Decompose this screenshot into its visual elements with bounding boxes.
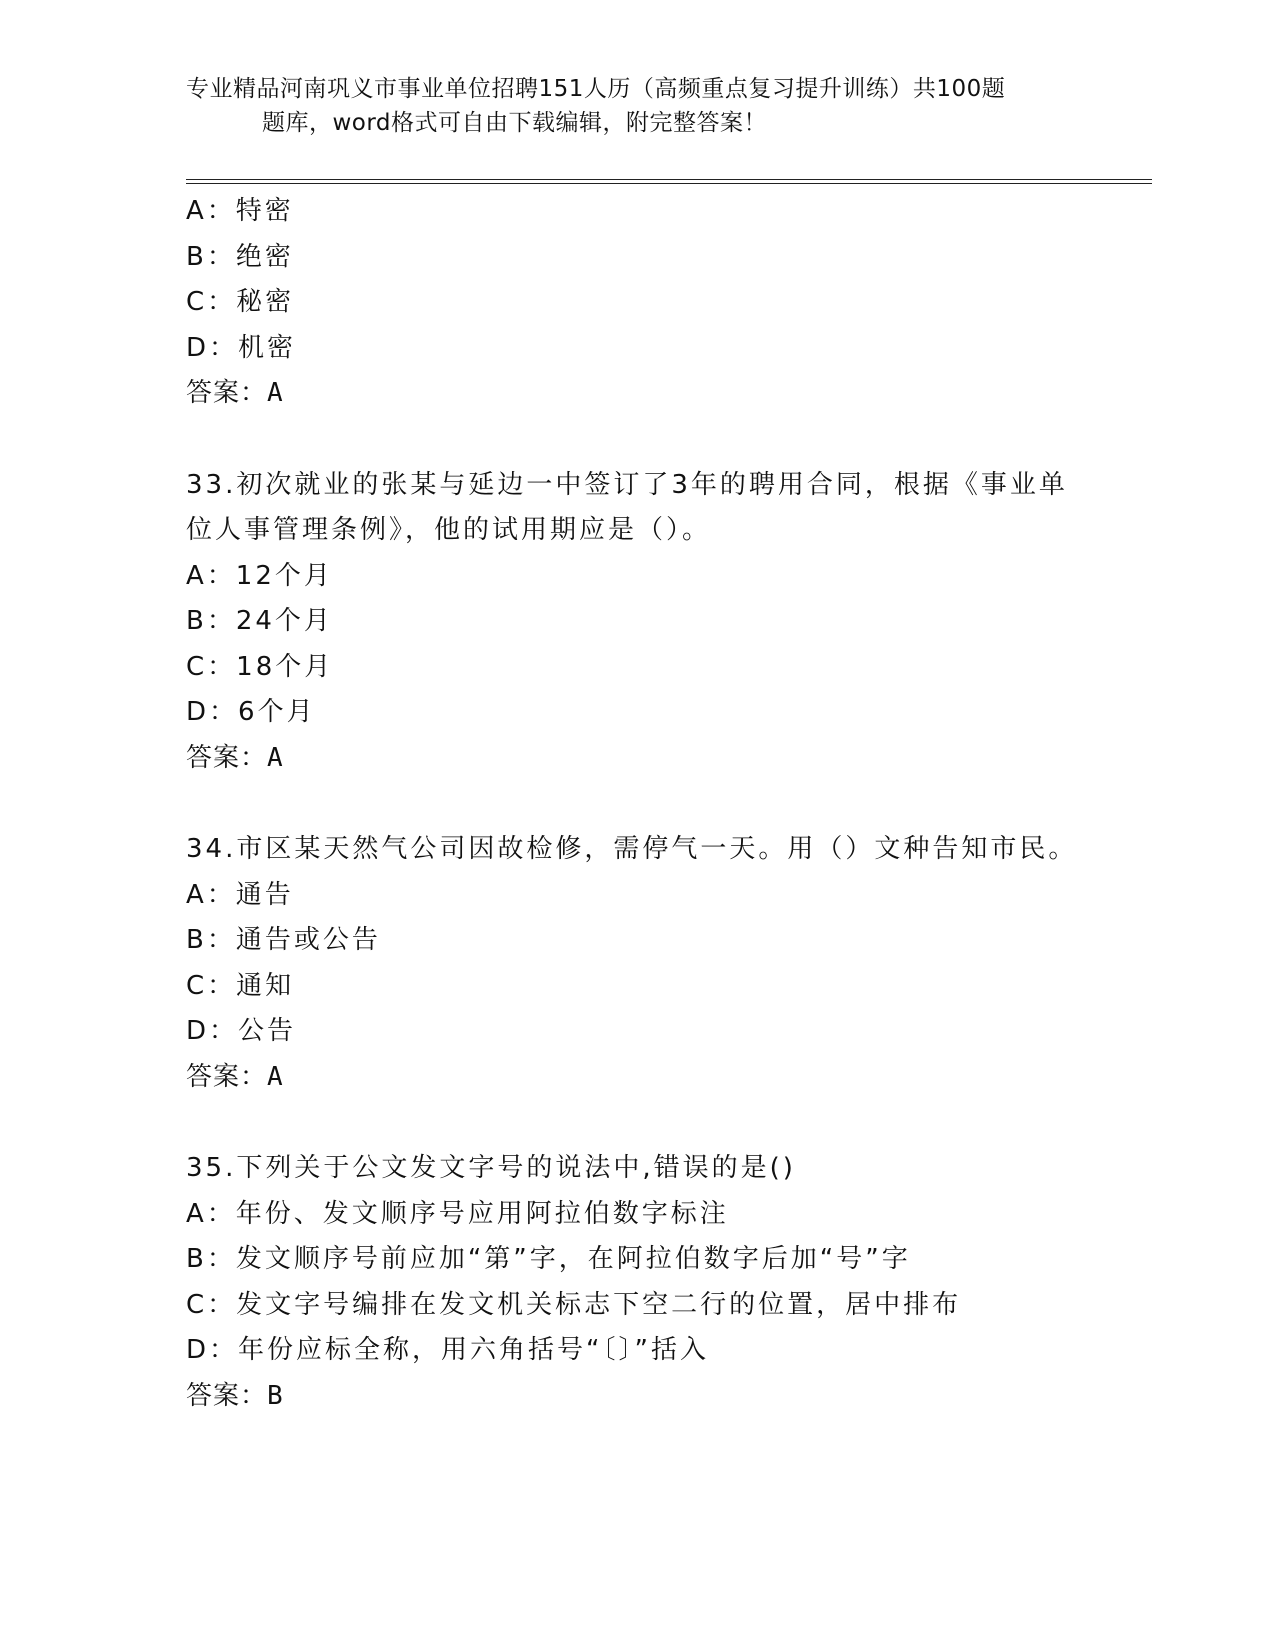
header-divider-top [186, 179, 1152, 180]
answer-value: A [267, 1061, 284, 1092]
option-b: B：24个月 [186, 606, 333, 636]
option-a: A：特密 [186, 196, 294, 226]
question-block [186, 463, 1086, 782]
answer-value: B [267, 1380, 284, 1411]
question-stem: 34.市区某天然气公司因故检修，需停气一天。用（）文种告知市民。 [186, 834, 1078, 864]
question-stem: 33.初次就业的张某与延边一中签订了3年的聘用合同，根据《事业单 [186, 469, 1068, 500]
option-c: C：发文字号编排在发文机关标志下空二行的位置，居中排布 [186, 1289, 962, 1320]
option-d: D：年份应标全称，用六角括号“〔〕”括入 [186, 1335, 709, 1365]
option-c: C：18个月 [186, 651, 334, 682]
option-c: C：通知 [186, 970, 295, 1001]
option-a: A：年份、发文顺序号应用阿拉伯数字标注 [186, 1198, 729, 1229]
question-block [186, 1146, 1086, 1419]
question-block [186, 189, 1086, 417]
answer-label: 答案： [186, 378, 268, 408]
option-b: B：通告或公告 [186, 925, 381, 955]
answer-value: A [267, 742, 284, 773]
answer-line [186, 1374, 1086, 1420]
option-b: B：发文顺序号前应加“第”字，在阿拉伯数字后加“号”字 [186, 1244, 911, 1274]
answer-label: 答案： [186, 1380, 268, 1411]
option-d: D：公告 [186, 1016, 297, 1046]
answer-value: A [267, 378, 284, 408]
question-list [186, 189, 1086, 1465]
question-stem: 位人事管理条例》，他的试用期应是（）。 [186, 515, 712, 545]
header-title-line1: 专业精品河南巩义市事业单位招聘151人历（高频重点复习提升训练）共100题 [186, 76, 1006, 102]
option-a: A：12个月 [186, 560, 333, 591]
answer-label: 答案： [186, 742, 268, 773]
document-header [186, 72, 1086, 140]
answer-line [186, 736, 1086, 782]
header-divider-bottom [186, 183, 1152, 184]
answer-line [186, 1055, 1086, 1101]
answer-label: 答案： [186, 1061, 268, 1092]
option-d: D：6个月 [186, 697, 316, 727]
option-b: B：绝密 [186, 241, 294, 272]
header-title-line2: 题库，word格式可自由下载编辑，附完整答案！ [262, 110, 768, 136]
question-block [186, 827, 1086, 1100]
option-a: A：通告 [186, 879, 294, 910]
answer-line [186, 371, 1086, 417]
option-c: C：秘密 [186, 287, 295, 317]
option-d: D：机密 [186, 332, 297, 363]
question-stem: 35.下列关于公文发文字号的说法中,错误的是() [186, 1153, 796, 1183]
